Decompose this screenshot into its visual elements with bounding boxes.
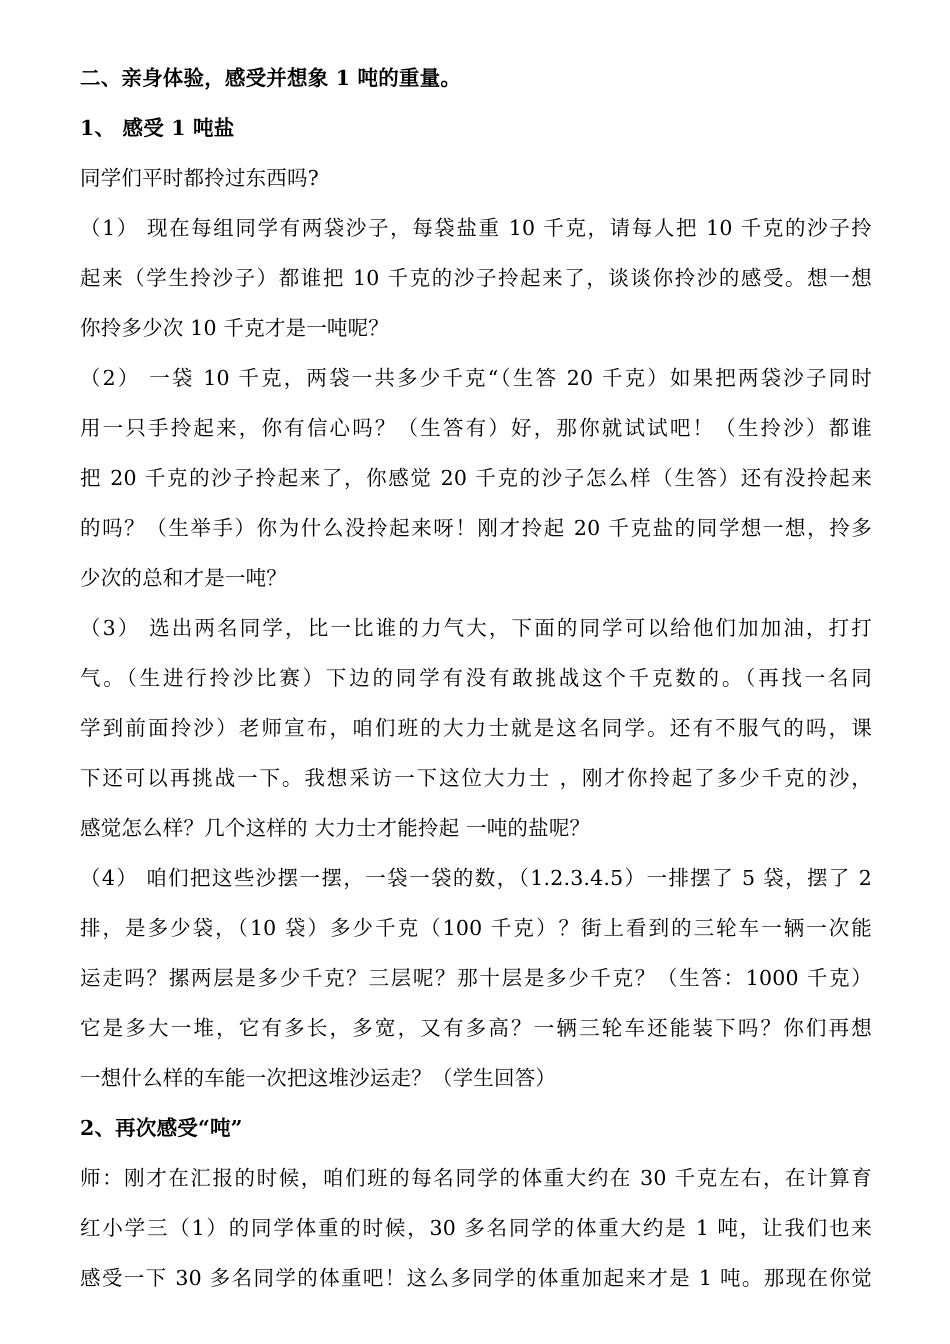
paragraph-line: 你拎多少次 10 千克才是一吨呢？	[80, 316, 390, 340]
paragraph-line: 感受一下 30 多名同学的体重吧！这么多同学的体重加起来才是 1 吨。那现在你觉	[80, 1266, 872, 1290]
paragraph-line: 一想什么样的车能一次把这堆沙运走？（学生回答）	[80, 1066, 557, 1090]
paragraph-line: 它是多大一堆，它有多长，多宽，又有多高？一辆三轮车还能装下吗？你们再想	[80, 1016, 872, 1040]
paragraph-line: （2） 一袋 10 千克，两袋一共多少千克“（生答 20 千克）如果把两袋沙子同时	[80, 366, 872, 390]
paragraph-line: 感觉怎么样？几个这样的 大力士才能拎起 一吨的盐呢？	[80, 816, 591, 840]
paragraph-line: （1） 现在每组同学有两袋沙子，每袋盐重 10 千克，请每人把 10 千克的沙子拎	[80, 216, 872, 240]
paragraph-line: （4） 咱们把这些沙摆一摆，一袋一袋的数，（1.2.3.4.5）一排摆了 5 袋，摆了 2	[80, 866, 872, 890]
paragraph-line: 运走吗？摞两层是多少千克？三层呢？那十层是多少千克？（生答：1000 千克）	[80, 966, 872, 990]
paragraph-line: （3） 选出两名同学，比一比谁的力气大，下面的同学可以给他们加加油，打打	[80, 616, 872, 640]
paragraph-line: 气。（生进行拎沙比赛）下边的同学有没有敢挑战这个千克数的。（再找一名同	[80, 666, 872, 690]
paragraph-line: 把 20 千克的沙子拎起来了，你感觉 20 千克的沙子怎么样（生答）还有没拎起来	[80, 466, 872, 490]
paragraph-line: 起来（学生拎沙子）都谁把 10 千克的沙子拎起来了，谈谈你拎沙的感受。想一想	[80, 266, 872, 290]
section-heading: 二、亲身体验，感受并想象 1 吨的重量。	[80, 66, 462, 90]
paragraph-line: 学到前面拎沙）老师宣布，咱们班的大力士就是这名同学。还有不服气的吗，课	[80, 716, 872, 740]
paragraph-line: 师：刚才在汇报的时候，咱们班的每名同学的体重大约在 30 千克左右，在计算育	[80, 1166, 872, 1190]
document-body	[80, 53, 872, 1303]
paragraph-line: 用一只手拎起来，你有信心吗？（生答有）好，那你就试试吧！（生拎沙）都谁	[80, 416, 872, 440]
paragraph-line: 排，是多少袋，（10 袋）多少千克（100 千克）？街上看到的三轮车一辆一次能	[80, 916, 872, 940]
section-heading: 2、再次感受“吨”	[80, 1116, 243, 1140]
paragraph-line: 红小学三（1）的同学体重的时候，30 多名同学的体重大约是 1 吨，让我们也来	[80, 1216, 872, 1240]
paragraph-line: 少次的总和才是一吨？	[80, 566, 287, 590]
paragraph-line: 同学们平时都拎过东西吗?	[80, 166, 319, 190]
paragraph-line: 的吗？（生举手）你为什么没拎起来呀！刚才拎起 20 千克盐的同学想一想，拎多	[80, 516, 872, 540]
paragraph-line: 下还可以再挑战一下。我想采访一下这位大力士 ，刚才你拎起了多少千克的沙，	[80, 766, 872, 790]
section-heading: 1、 感受 1 吨盐	[80, 116, 235, 140]
document-page	[80, 53, 872, 1303]
